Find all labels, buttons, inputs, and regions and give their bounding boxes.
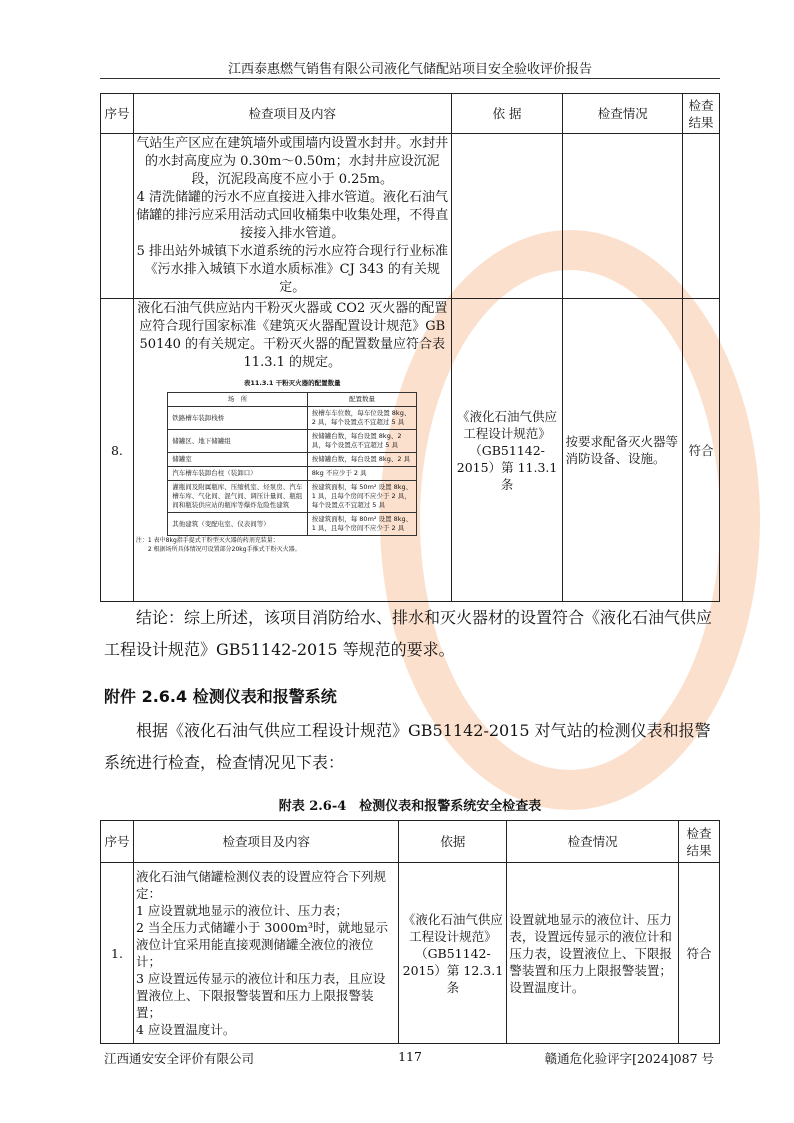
table-row <box>101 134 720 299</box>
section-title: 附件 2.6.4 检测仪表和报警系统 <box>104 687 337 706</box>
col-content: 检查项目及内容 <box>133 821 399 863</box>
row-seq: 8. <box>101 299 134 602</box>
row-basis: 《液化石油气供应工程设计规范》（GB51142-2015）第 12.3.1 条 <box>399 863 507 1044</box>
col-seq: 序号 <box>101 94 134 134</box>
row-content: 液化石油气供应站内干粉灭火器或 CO2 灭火器的配置应符合现行国家标准《建筑灭火器配置设计规范》GB 50140 的有关规定。干粉灭火器的配置数量应符合表 11.3.1 的规定。 表11.3.1 干粉灭火器的配置数量 场 所 配置数量 铁路槽车装卸栈桥 按槽车车位数，每车位设置 8kg、2 具，每个设置点不宜超过 5 具 储罐区、地下储罐组 按储罐台数，每台设置 8kg、2 具，每个设置点不宜超过 5 具 储罐室 按储罐台数，每台设置 8kg、2 具 汽车槽车装卸台柱（装卸口） 8kg 不应少于 2 具 灌瓶间及附属瓶库、压缩机室、烃泵房、汽车槽车库、气化间、混气间、调压计量间、瓶组间和瓶装供应站的瓶库等爆炸危险性建筑 按建筑面积，每 50m² 设置 8kg、1 具，且每个房间不应少于 2 具，每个设置点不宜超过 5 具 其他建筑（变配电室、仪表间等） 按建筑面积，每 80m² 设置 8kg、1 具，且每个房间不应少于 2 具 注：1 表中8kg指手提式干粉型灭火器的药剂充装量； 2 根据场所具体情况可设置部分20kg手推式干粉灭火器。 <box>133 299 451 602</box>
row-content: 气站生产区应在建筑墙外或围墙内设置水封井。水封井的水封高度应为 0.30m～0.50m；水封井应设沉泥段，沉泥段高度不应小于 0.25m。 4 清洗储罐的污水不应直接进入排水管道。液化石油气储罐的排污应采用活动式回收桶集中收集处理，不得直接接入排水管道。 5 排出站外城镇下水道系统的污水应符合现行行业标准《污水排入城镇下水道水质标准》CJ 343 的有关规定。 <box>133 134 451 299</box>
table-row <box>101 299 720 602</box>
row-basis: 《液化石油气供应工程设计规范》（GB51142-2015）第 11.3.1 条 <box>451 299 563 602</box>
col-basis: 依据 <box>399 821 507 863</box>
row-seq: 1. <box>101 863 134 1044</box>
col-seq: 序号 <box>101 821 134 863</box>
row-result: 符合 <box>683 299 720 602</box>
row-content: 液化石油气储罐检测仪表的设置应符合下列规定： 1 应设置就地显示的液位计、压力表； 2 当全压力式储罐小于 3000m³时，就地显示液位计宜采用能直接观测储罐全液位的液位计； 3 应设置远传显示的液位计和压力表，且应设置液位上、下限报警装置和压力上限报警装置； 4 应设置温度计。 <box>133 863 399 1044</box>
col-result: 检查结果 <box>679 821 720 863</box>
inspection-table-1 <box>100 93 720 602</box>
col-result: 检查结果 <box>683 94 720 134</box>
header-divider <box>100 78 720 79</box>
table-caption: 附表 2.6-4 检测仪表和报警系统安全检查表 <box>278 799 542 814</box>
conclusion-paragraph: 结论：综上所述，该项目消防给水、排水和灭火器材的设置符合《液化石油气供应工程设计规范》GB51142-2015 等规范的要求。 <box>104 608 713 659</box>
row-result: 符合 <box>679 863 720 1044</box>
inspection-table-2 <box>100 820 720 1044</box>
intro-paragraph: 根据《液化石油气供应工程设计规范》GB51142-2015 对气站的检测仪表和报警系统进行检查，检查情况见下表： <box>104 721 711 772</box>
footer-company: 江西通安安全评价有限公司 <box>104 1051 255 1066</box>
embedded-table-title: 表11.3.1 干粉灭火器的配置数量 <box>243 379 341 387</box>
col-content: 检查项目及内容 <box>133 94 451 134</box>
page-header: 江西泰惠燃气销售有限公司液化气储配站项目安全验收评价报告 <box>227 62 592 77</box>
col-status: 检查情况 <box>507 821 679 863</box>
col-basis: 依 据 <box>451 94 563 134</box>
col-status: 检查情况 <box>563 94 683 134</box>
row-status: 按要求配备灭火器等消防设备、设施。 <box>563 299 683 602</box>
embedded-extinguisher-table: 场 所 配置数量 铁路槽车装卸栈桥 按槽车车位数，每车位设置 8kg、2 具，每个设置点不宜超过 5 具 储罐区、地下储罐组 按储罐台数，每台设置 8kg、2 具，每个设置点不宜超过 5 具 储罐室 按储罐台数，每台设置 8kg、2 具 汽车槽车装卸台柱（装卸口） 8kg 不应少于 2 具 灌瓶间及附属瓶库、压缩机室、烃泵房、汽车槽车库、气化间、混气间、调压计量间、瓶组间和瓶装供应站的瓶库等爆炸危险性建筑 按建筑面积，每 50m² 设置 8kg、1 具，且每个房间不应少于 2 具，每个设置点不宜超过 5 具 其他建筑（变配电室、仪表间等） 按建筑面积，每 80m² 设置 8kg、1 具，且每个房间不应少于 2 具 <box>167 392 417 536</box>
page-number: 117 <box>398 1049 422 1064</box>
table-row <box>101 863 720 1044</box>
row-status: 设置就地显示的液位计、压力表，设置远传显示的液位计和压力表，设置液位上、下限报警装置和压力上限报警装置；设置温度计。 <box>507 863 679 1044</box>
table-header-row <box>101 94 720 134</box>
embedded-notes: 注：1 表中8kg指手提式干粉型灭火器的药剂充装量； 2 根据场所具体情况可设置部分20kg手推式干粉灭火器。 <box>135 537 301 553</box>
footer-report-number: 赣通危化验评字[2024]087 号 <box>544 1051 714 1066</box>
table-header-row <box>101 821 720 863</box>
